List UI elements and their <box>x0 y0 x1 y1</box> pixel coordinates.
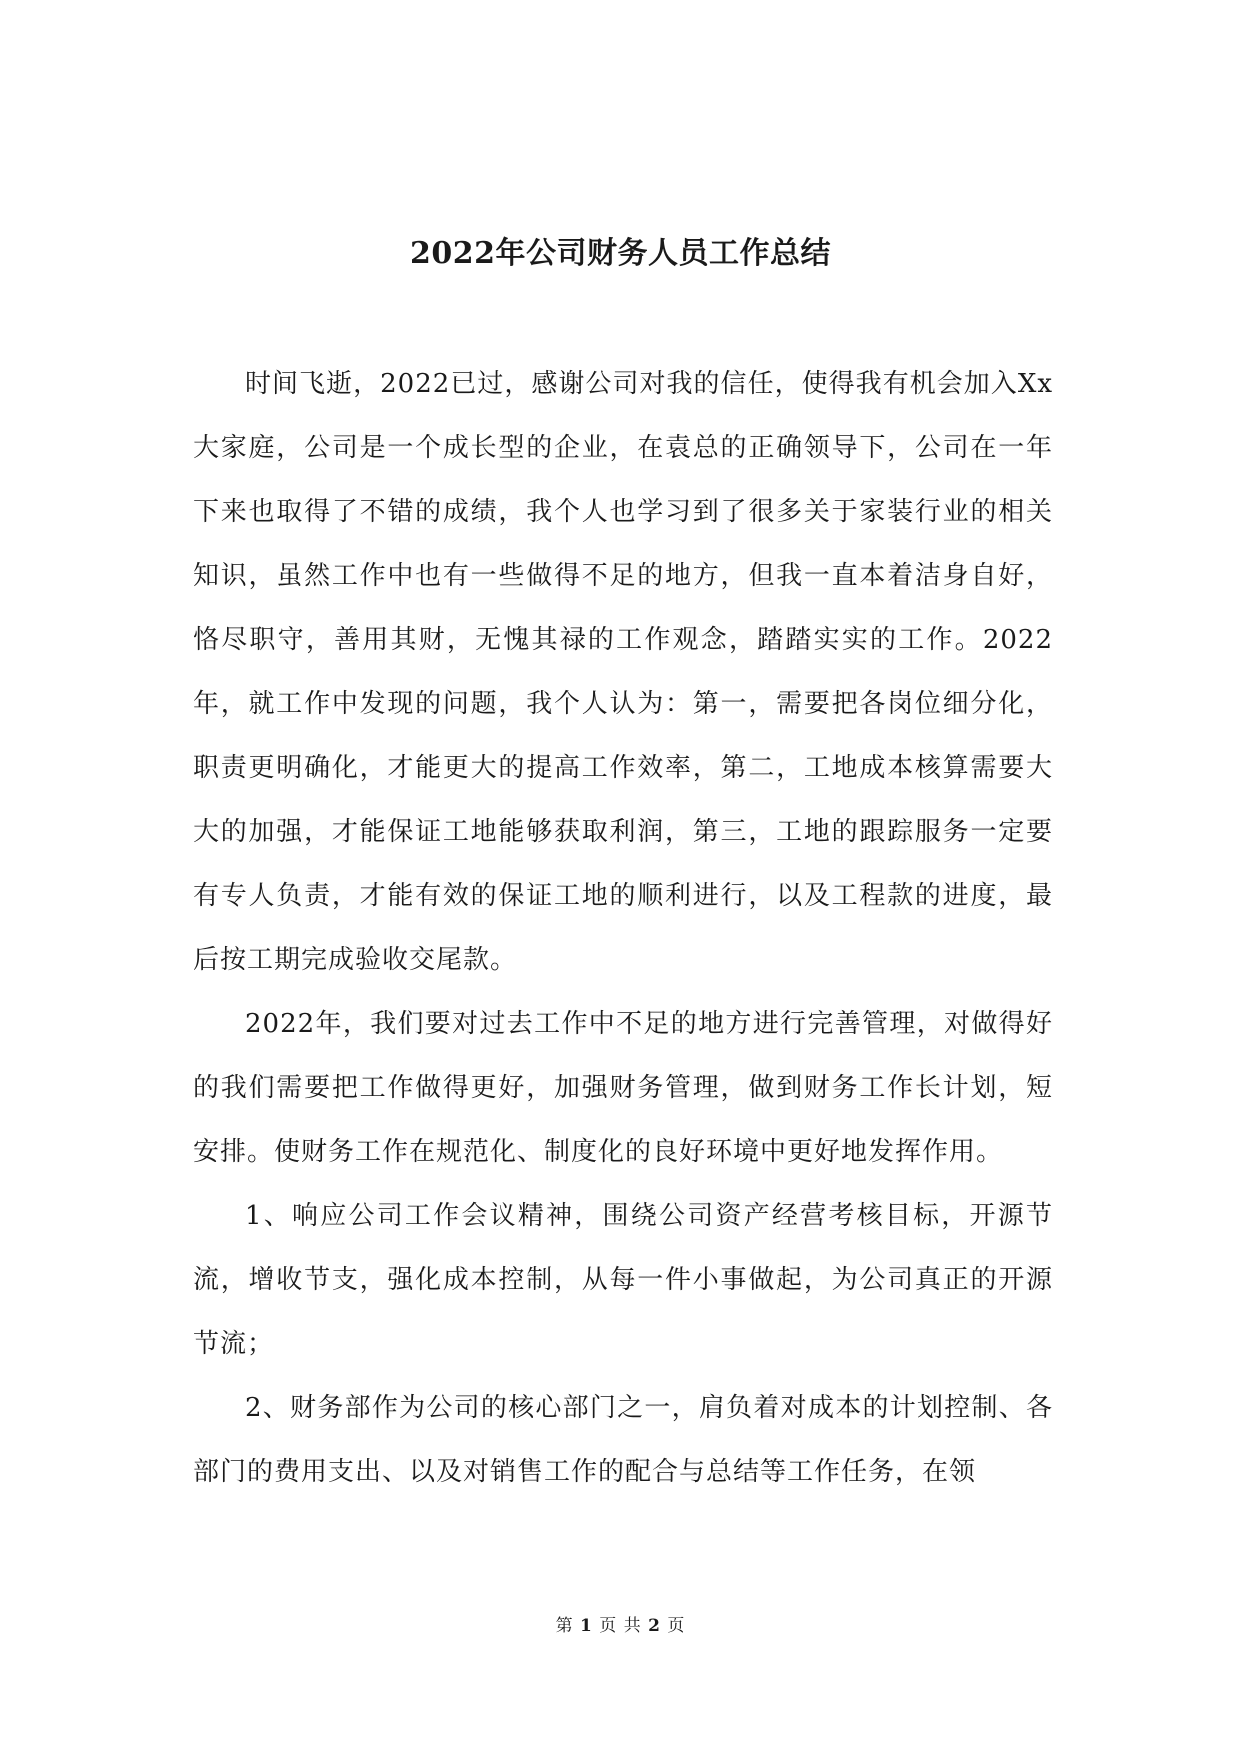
page-footer <box>0 1611 1241 1636</box>
paragraph: 1、响应公司工作会议精神，围绕公司资产经营考核目标，开源节流，增收节支，强化成本控制，从每一件小事做起，为公司真正的开源节流； <box>193 1201 1053 1359</box>
footer-prefix: 第 <box>555 1616 574 1636</box>
total-page-number: 2 <box>648 1616 661 1636</box>
document-body <box>193 352 1053 1504</box>
paragraph: 2022年，我们要对过去工作中不足的地方进行完善管理，对做得好的我们需要把工作做得更好，加强财务管理，做到财务工作长计划，短安排。使财务工作在规范化、制度化的良好环境中更好地发挥作用。 <box>193 1009 1053 1167</box>
paragraph: 2、财务部作为公司的核心部门之一，肩负着对成本的计划控制、各部门的费用支出、以及对销售工作的配合与总结等工作任务，在领 <box>193 1393 1053 1487</box>
document-title: 2022年公司财务人员工作总结 <box>410 236 831 271</box>
footer-suffix: 页 <box>667 1616 686 1636</box>
paragraph: 时间飞逝，2022已过，感谢公司对我的信任，使得我有机会加入Xx大家庭，公司是一个成长型的企业，在袁总的正确领导下，公司在一年下来也取得了不错的成绩，我个人也学习到了很多关于家装行业的相关知识，虽然工作中也有一些做得不足的地方，但我一直本着洁身自好，恪尽职守，善用其财，无愧其禄的工作观念，踏踏实实的工作。2022年，就工作中发现的问题，我个人认为：第一，需要把各岗位细分化，职责更明确化，才能更大的提高工作效率，第二，工地成本核算需要大大的加强，才能保证工地能够获取利润，第三，工地的跟踪服务一定要有专人负责，才能有效的保证工地的顺利进行，以及工程款的进度，最后按工期完成验收交尾款。 <box>193 369 1053 975</box>
current-page-number: 1 <box>580 1616 593 1636</box>
footer-middle: 页 共 <box>599 1616 642 1636</box>
